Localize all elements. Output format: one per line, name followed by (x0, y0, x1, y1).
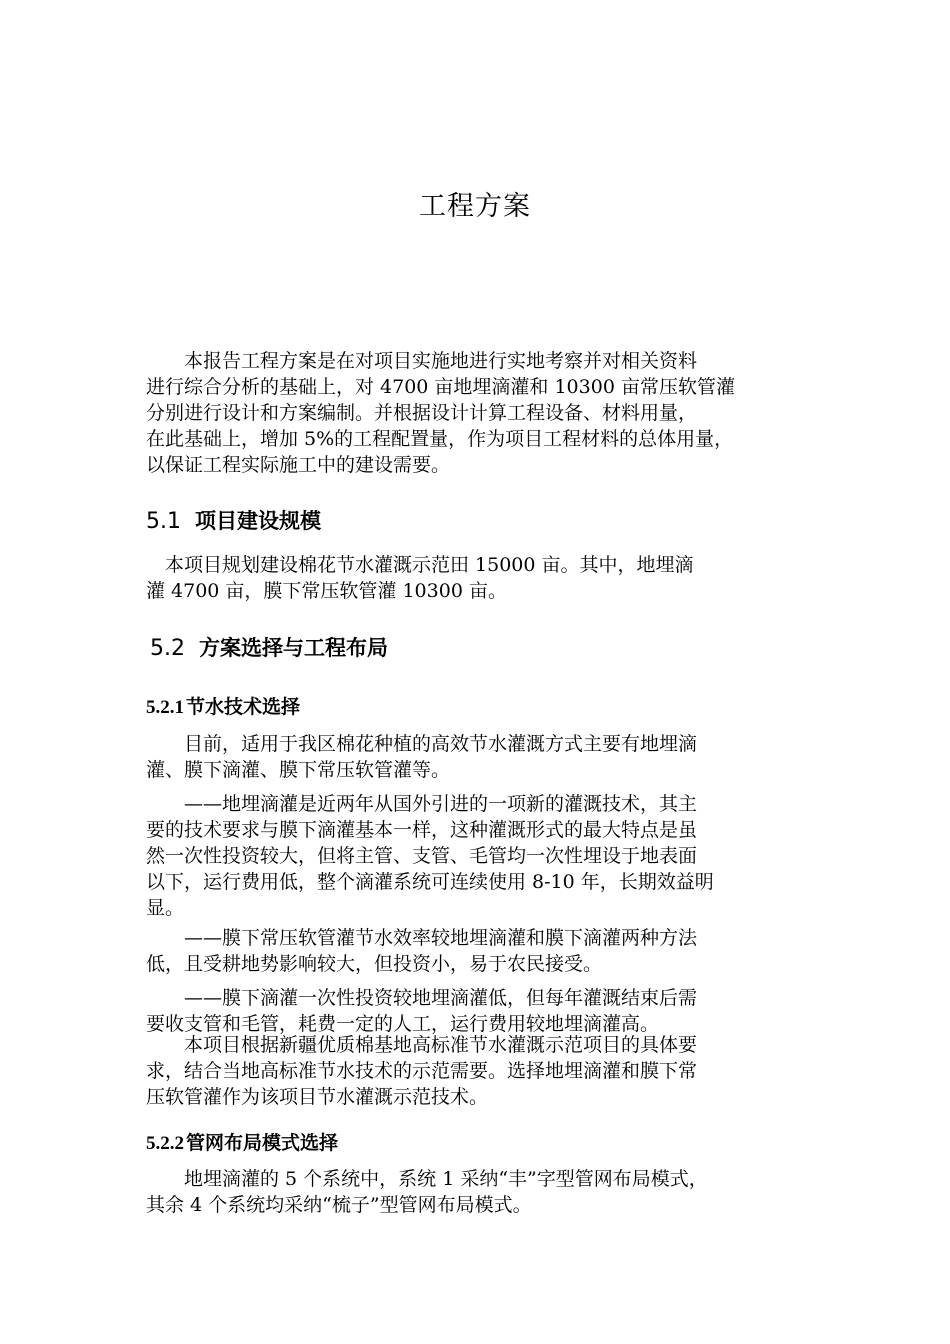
intro-paragraph (146, 348, 814, 478)
page-title: 工程方案 (419, 191, 531, 222)
subsection-heading-5-2-1 (146, 692, 300, 719)
text-line: 灌 4700 亩，膜下常压软管灌 10300 亩。 (146, 580, 507, 602)
text-line: 其余 4 个系统均采纳“梳子”型管网布局模式。 (146, 1194, 532, 1216)
text-line: 显。 (146, 897, 185, 919)
paragraph (146, 1032, 814, 1110)
text-line: 低，且受耕地势影响较大，但投资小，易于农民接受。 (146, 953, 603, 975)
section-title: 项目建设规模 (195, 509, 321, 533)
text-line: ——膜下常压软管灌节水效率较地埋滴灌和膜下滴灌两种方法 (146, 927, 698, 949)
text-line: ——膜下滴灌一次性投资较地埋滴灌低，但每年灌溉结束后需 (146, 987, 698, 1009)
text-line: 地埋滴灌的 5 个系统中，系统 1 采纳“丰”字型管网布局模式， (146, 1168, 708, 1190)
subsection-heading-5-2-2 (146, 1128, 338, 1155)
text-line: 要收支管和毛管，耗费一定的人工，运行费用较地埋滴灌高。 (146, 1013, 660, 1035)
text-line: 本报告工程方案是在对项目实施地进行实地考察并对相关资料 (146, 350, 698, 372)
paragraph (146, 925, 814, 977)
section-5-1-paragraph (146, 552, 814, 604)
subsection-number: 5.2.1 (146, 697, 184, 718)
text-line: ——地埋滴灌是近两年从国外引进的一项新的灌溉技术，其主 (146, 793, 698, 815)
text-line: 在此基础上，增加 5%的工程配置量，作为项目工程材料的总体用量， (146, 428, 734, 450)
text-line: 本项目根据新疆优质棉基地高标准节水灌溉示范项目的具体要 (146, 1034, 698, 1056)
subsection-title: 节水技术选择 (186, 696, 301, 718)
text-line: 然一次性投资较大，但将主管、支管、毛管均一次性埋设于地表面 (146, 845, 698, 867)
text-line: 目前，适用于我区棉花种植的高效节水灌溉方式主要有地埋滴 (146, 733, 698, 755)
section-title: 方案选择与工程布局 (199, 636, 388, 660)
text-line: 本项目规划建设棉花节水灌溉示范田 15000 亩。其中，地埋滴 (146, 554, 694, 576)
text-line: 求，结合当地高标准节水技术的示范需要。选择地埋滴灌和膜下常 (146, 1060, 698, 1082)
text-line: 分别进行设计和方案编制。并根据设计计算工程设备、材料用量， (146, 402, 698, 424)
paragraph (146, 791, 814, 921)
subsection-title: 管网布局模式选择 (186, 1132, 339, 1154)
section-heading-5-2 (150, 632, 388, 662)
paragraph (146, 1166, 814, 1218)
paragraph (146, 985, 814, 1037)
text-line: 压软管灌作为该项目节水灌溉示范技术。 (146, 1086, 489, 1108)
text-line: 要的技术要求与膜下滴灌基本一样，这种灌溉形式的最大特点是虽 (146, 819, 698, 841)
paragraph (146, 731, 814, 783)
text-line: 以下，运行费用低，整个滴灌系统可连续使用 8-10 年，长期效益明 (146, 871, 714, 893)
subsection-number: 5.2.2 (146, 1133, 184, 1154)
section-number: 5.2 (150, 636, 185, 661)
text-line: 进行综合分析的基础上，对 4700 亩地埋滴灌和 10300 亩常压软管灌 (146, 376, 735, 398)
section-number: 5.1 (146, 509, 181, 534)
text-line: 灌、膜下滴灌、膜下常压软管灌等。 (146, 759, 451, 781)
text-line: 以保证工程实际施工中的建设需要。 (146, 454, 451, 476)
section-heading-5-1 (146, 505, 321, 535)
